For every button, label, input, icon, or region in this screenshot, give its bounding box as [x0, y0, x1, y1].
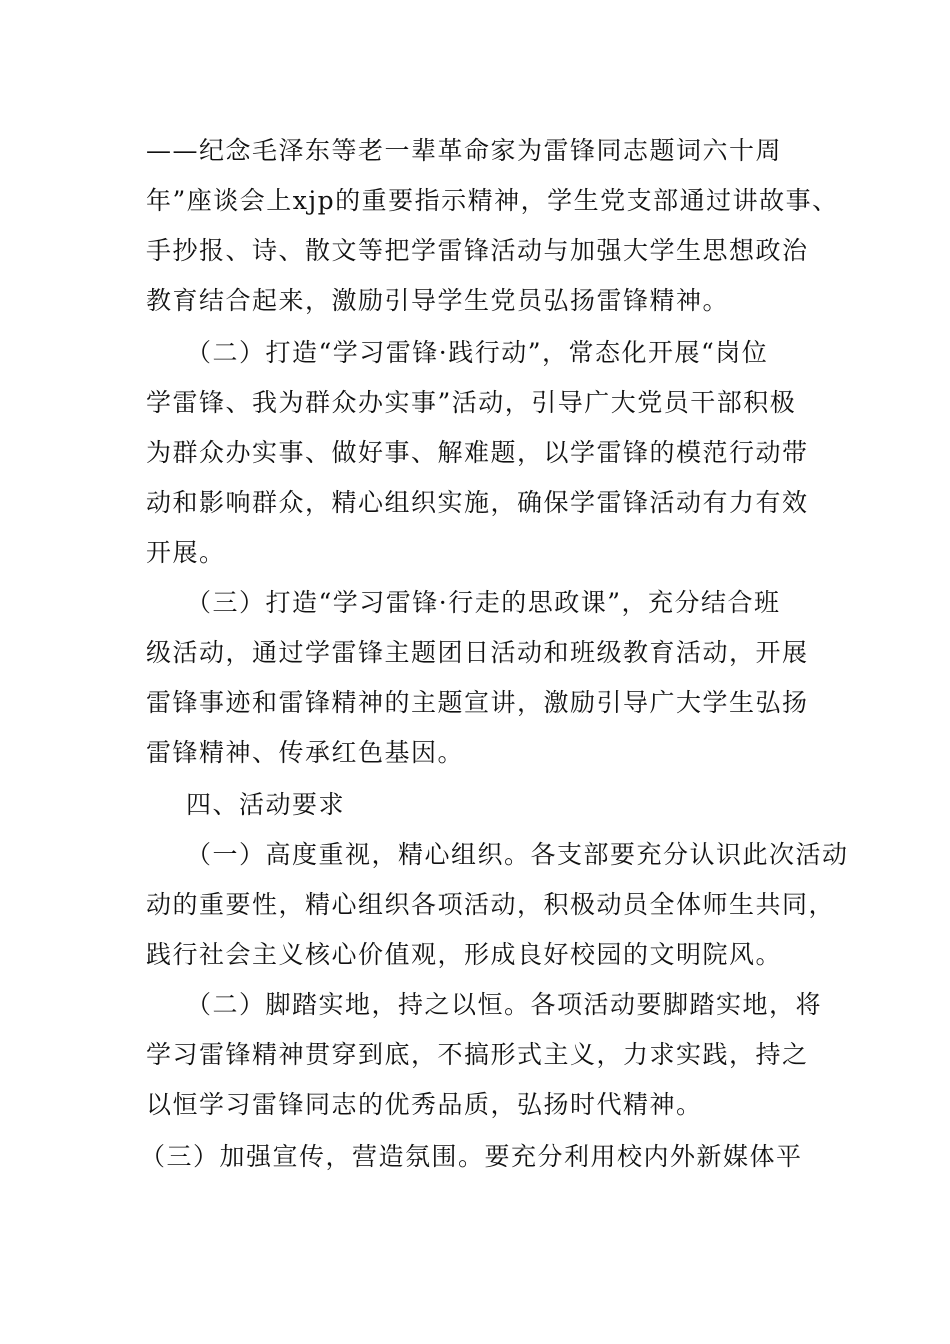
text-line: ——纪念毛泽东等老一辈革命家为雷锋同志题词六十周: [146, 136, 783, 165]
text-line: 以恒学习雷锋同志的优秀品质，弘扬时代精神。: [146, 1090, 703, 1119]
text-line: 雷锋事迹和雷锋精神的主题宣讲，激励引导广大学生弘扬: [146, 688, 809, 717]
text-line: 为群众办实事、做好事、解难题，以学雷锋的模范行动带: [146, 438, 809, 467]
text-line: 动和影响群众，精心组织实施，确保学雷锋活动有力有效: [146, 488, 809, 517]
text-line: 践行社会主义核心价值观，形成良好校园的文明院风。: [146, 940, 783, 969]
text-line: 开展。: [146, 538, 226, 567]
section-heading: 四、活动要求: [186, 790, 346, 819]
text-line: 教育结合起来，激励引导学生党员弘扬雷锋精神。: [146, 286, 730, 315]
text-line: （三）打造“学习雷锋·行走的思政课”，充分结合班: [186, 588, 781, 617]
text-line: （三）加强宣传，营造氛围。要充分利用校内外新媒体平: [140, 1142, 803, 1171]
text-line: 手抄报、诗、散文等把学雷锋活动与加强大学生思想政治: [146, 236, 809, 265]
text-line: 雷锋精神、传承红色基因。: [146, 738, 465, 767]
text-line: 年”座谈会上xjp的重要指示精神，学生党支部通过讲故事、: [146, 186, 839, 215]
text-line: 级活动，通过学雷锋主题团日活动和班级教育活动，开展: [146, 638, 809, 667]
text-line: （二）脚踏实地，持之以恒。各项活动要脚踏实地，将: [186, 990, 823, 1019]
text-line: 学雷锋、我为群众办实事”活动，引导广大党员干部积极: [146, 388, 797, 417]
text-line: 动的重要性，精心组织各项活动，积极动员全体师生共同，: [146, 890, 836, 919]
text-line: （二）打造“学习雷锋·践行动”，常态化开展“岗位: [186, 338, 769, 367]
text-line: （一）高度重视，精心组织。各支部要充分认识此次活动: [186, 840, 849, 869]
text-line: 学习雷锋精神贯穿到底，不搞形式主义，力求实践，持之: [146, 1040, 809, 1069]
